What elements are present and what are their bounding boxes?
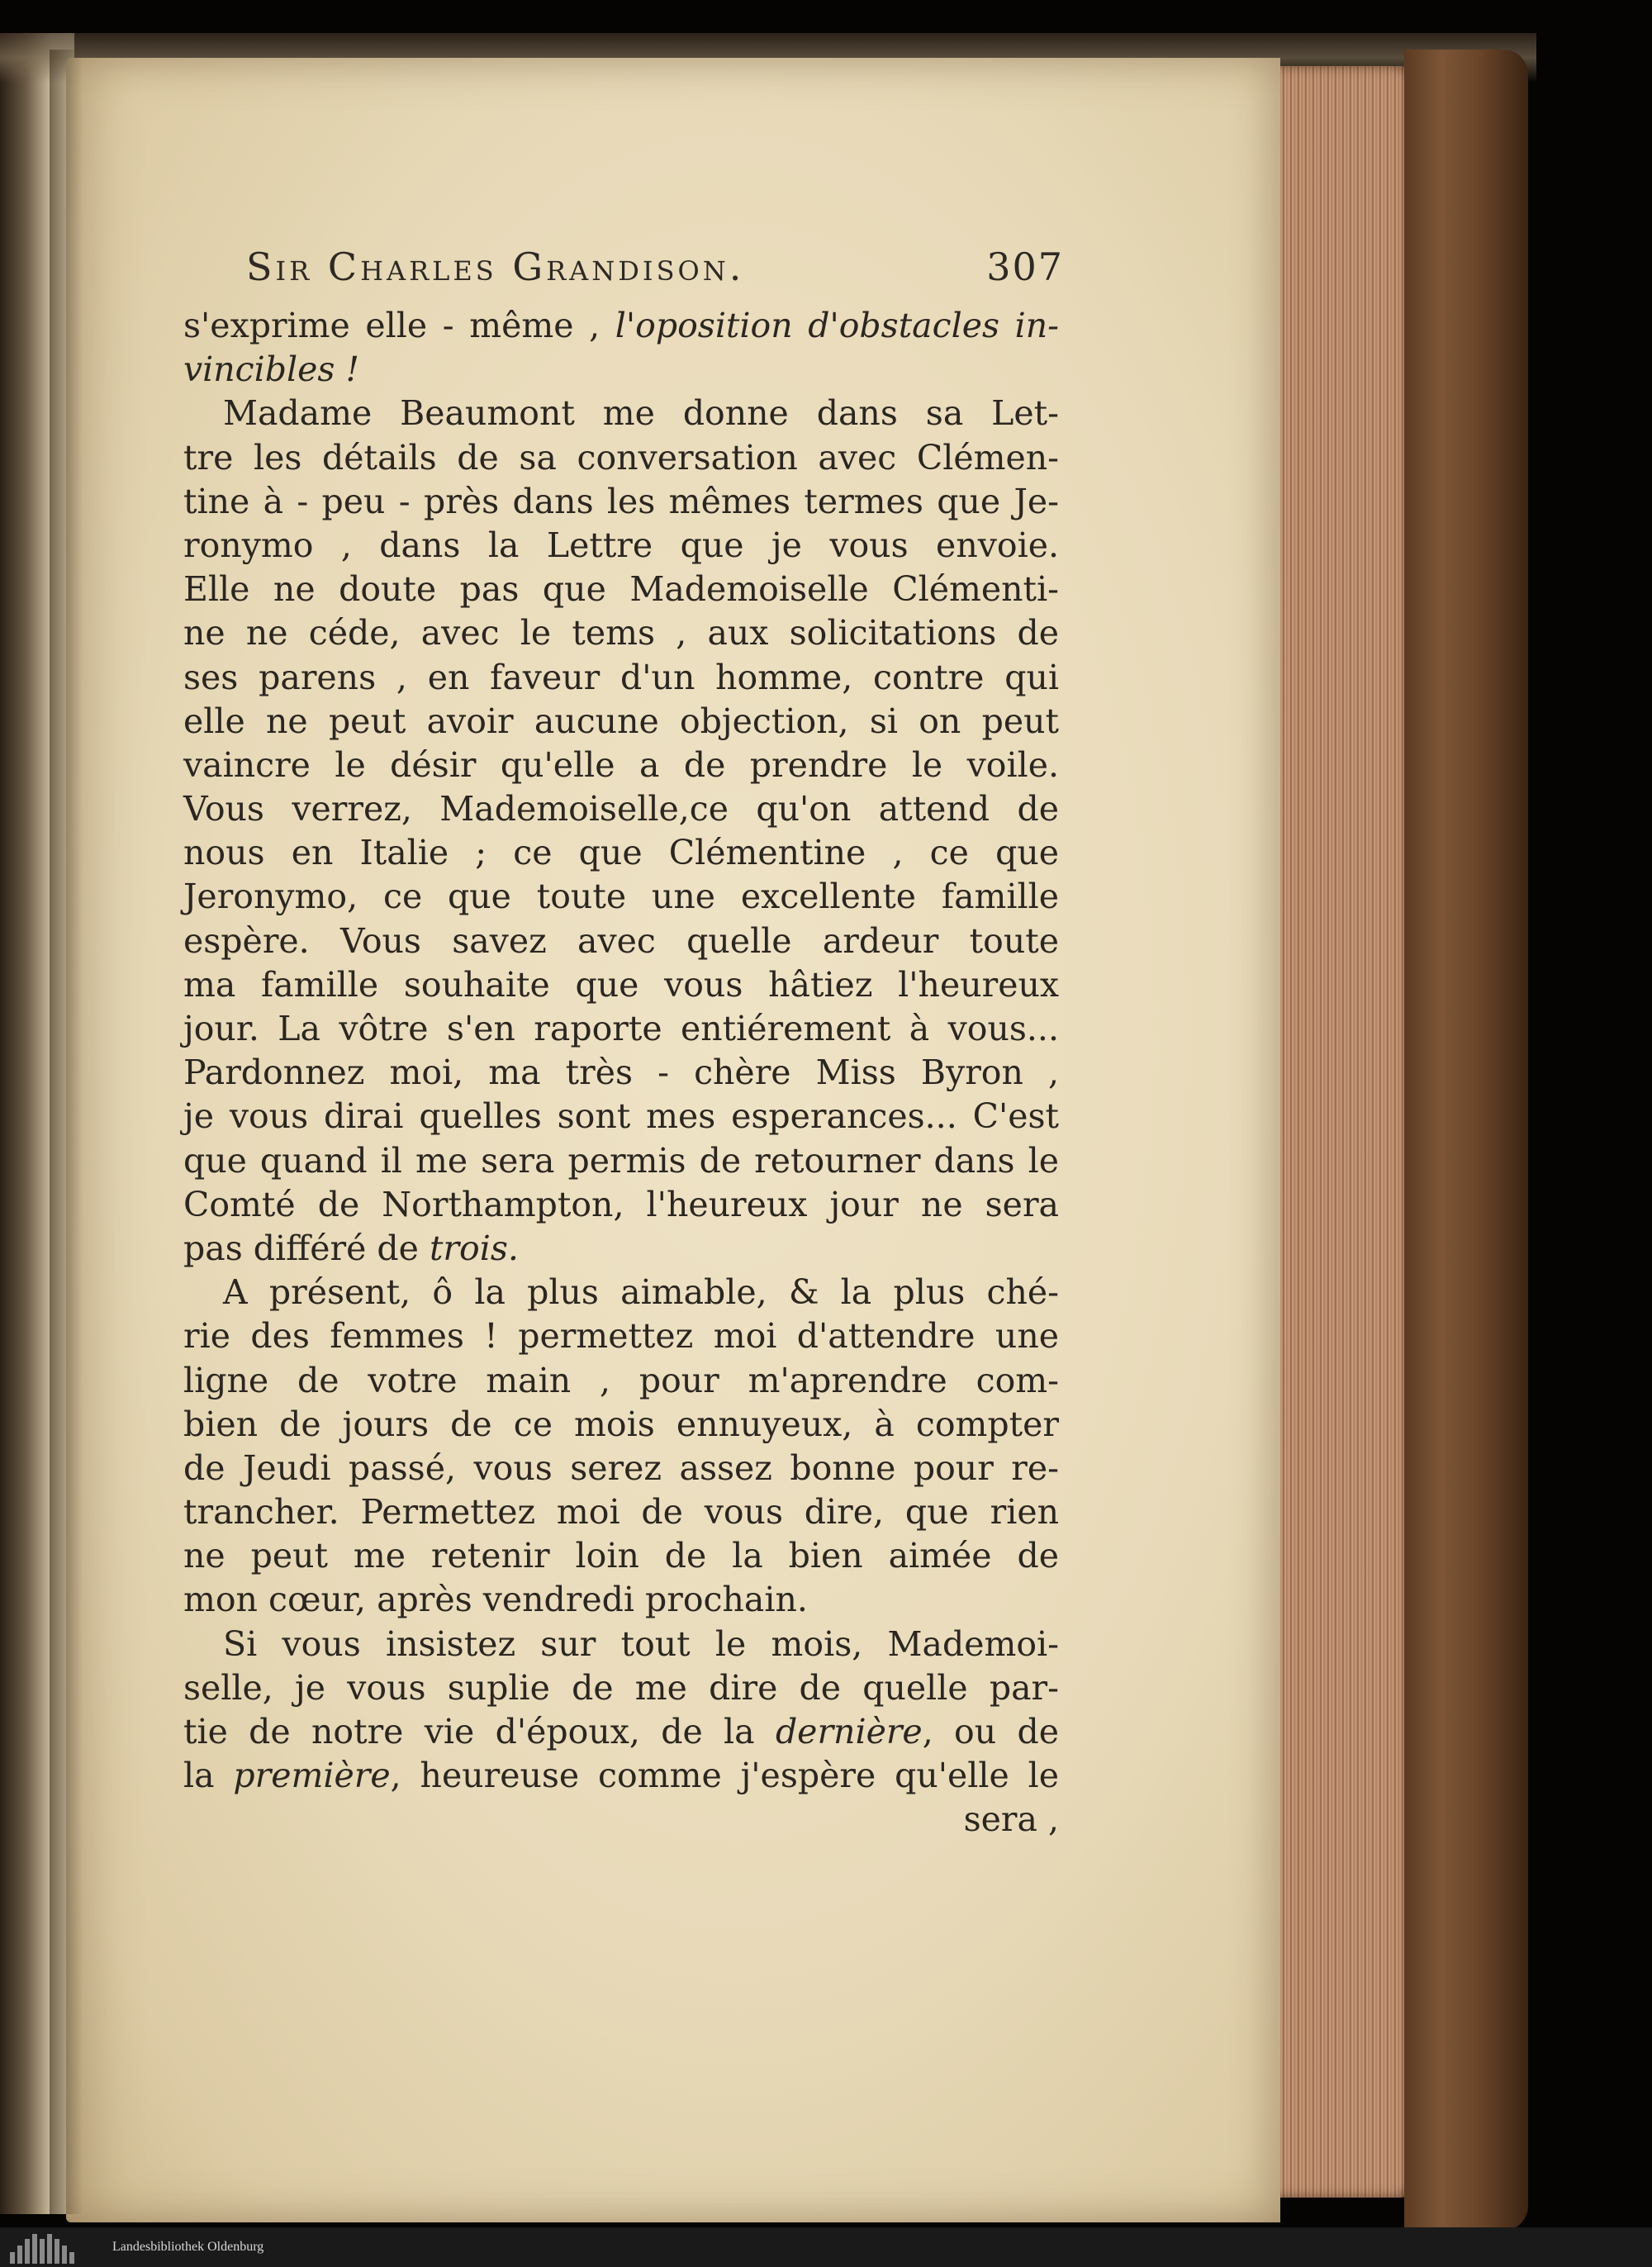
- running-head: [246, 245, 1064, 294]
- text-line: pas différé de trois.: [183, 1228, 519, 1268]
- text-line: Comté de Northampton, l'heureux jour ne sera: [183, 1184, 1059, 1224]
- library-name: Landesbibliothek Oldenburg: [112, 2240, 264, 2254]
- text-line: ligne de votre main , pour m'aprendre com-: [183, 1360, 1059, 1400]
- text-line: tre les détails de sa conversation avec Clémen-: [183, 437, 1059, 478]
- text-line: ronymo , dans la Lettre que je vous envoie.: [183, 525, 1059, 565]
- text-line: ne peut me retenir loin de la bien aimée de: [183, 1536, 1059, 1576]
- page-fore-edge: [1272, 66, 1417, 2198]
- text-line: rie des femmes ! permettez moi d'attendre une: [183, 1316, 1059, 1357]
- text-line: nous en Italie ; ce que Clémentine , ce que: [183, 833, 1059, 873]
- text-line: bien de jours de ce mois ennuyeux, à compter: [183, 1404, 1059, 1444]
- text-line: ne ne céde, avec le tems , aux solicitations de: [183, 613, 1059, 653]
- footer-bar: [0, 2227, 1652, 2267]
- text-line: Madame Beaumont me donne dans sa Let-: [223, 393, 1059, 434]
- text-line: tie de notre vie d'époux, de la dernière, ou de: [183, 1712, 1059, 1751]
- text-line: espère. Vous savez avec quelle ardeur toute: [183, 920, 1059, 961]
- running-title: Sir Charles Grandison.: [246, 245, 745, 289]
- text-line: Jeronymo, ce que toute une excellente famille: [183, 877, 1059, 917]
- book-cover: [1404, 50, 1528, 2231]
- text-line: vincibles !: [183, 349, 359, 390]
- text-line: je vous dirai quelles sont mes esperances... C'est: [183, 1096, 1059, 1137]
- text-line: tine à - peu - près dans les mêmes termes que Je-: [183, 481, 1059, 521]
- text-line: selle, je vous suplie de me dire de quelle par-: [183, 1667, 1059, 1708]
- text-line: de Jeudi passé, vous serez assez bonne pour re-: [183, 1447, 1059, 1488]
- text-line: trancher. Permettez moi de vous dire, que rien: [183, 1492, 1059, 1533]
- text-line: Pardonnez moi, ma très - chère Miss Byron ,: [183, 1053, 1059, 1093]
- text-line: A présent, ô la plus aimable, & la plus ché-: [223, 1272, 1059, 1313]
- text-line: jour. La vôtre s'en raporte entiérement à vous...: [183, 1009, 1059, 1048]
- text-line: Vous verrez, Mademoiselle,ce qu'on attend de: [183, 789, 1059, 829]
- catchword: sera ,: [963, 1799, 1059, 1840]
- text-line: la première, heureuse comme j'espère qu'elle le: [183, 1756, 1059, 1796]
- page-number: 307: [986, 245, 1064, 289]
- text-line: que quand il me sera permis de retourner dans le: [183, 1140, 1059, 1181]
- text-line: ma famille souhaite que vous hâtiez l'heureux: [183, 964, 1059, 1005]
- text-line: ses parens , en faveur d'un homme, contre qui: [183, 657, 1059, 697]
- text-line: s'exprime elle - même , l'oposition d'obstacles in-: [183, 306, 1059, 345]
- page-gutter: [50, 50, 83, 2214]
- text-line: Elle ne doute pas que Mademoiselle Clémenti-: [183, 569, 1059, 610]
- text-line: vaincre le désir qu'elle a de prendre le voile.: [183, 744, 1059, 785]
- body-text: [183, 306, 1059, 1844]
- text-line: mon cœur, après vendredi prochain.: [183, 1580, 808, 1620]
- library-logo-icon: [10, 2231, 101, 2264]
- text-line: Si vous insistez sur tout le mois, Mademoi-: [223, 1623, 1059, 1664]
- text-line: elle ne peut avoir aucune objection, si on peut: [183, 701, 1059, 741]
